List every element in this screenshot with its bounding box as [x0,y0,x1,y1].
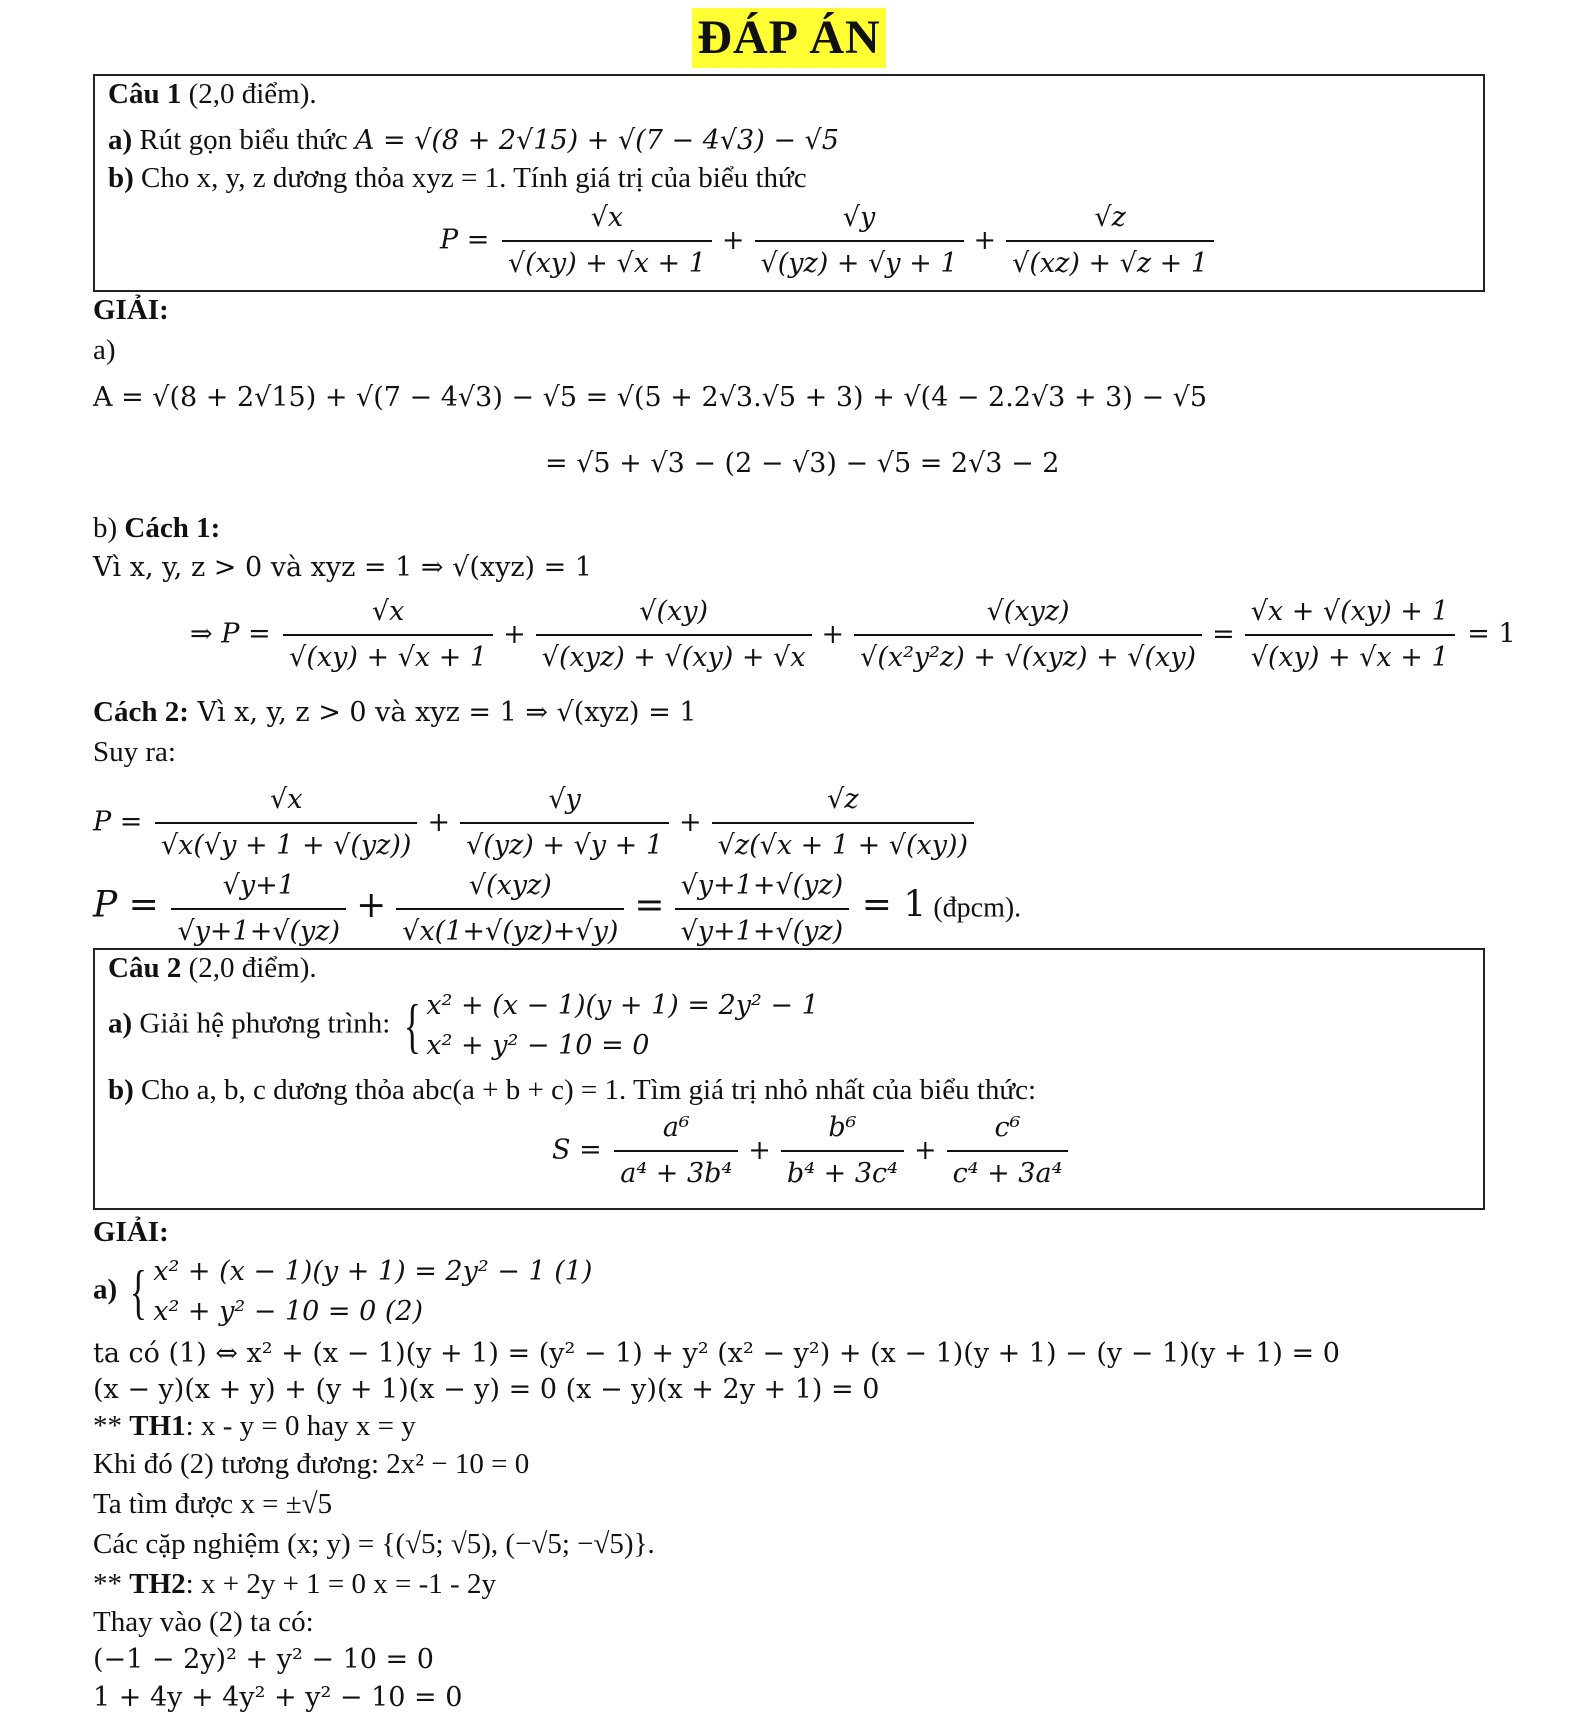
q1-b-text: Cho x, y, z dương thỏa xyz = 1. Tính giá trị của biểu thức [133,162,807,194]
sol1-p3-term: $\frac{√y+1+√(yz)}{√y+1+√(yz)}$ [675,864,850,954]
q1-b-label: b) [108,162,134,194]
sol2-th2-label: TH2 [129,1568,186,1600]
sol1-b-header [93,510,220,546]
sol1-p1-term: $\frac{√x}{√(xy) + √x + 1}$ [283,590,493,680]
sol1-b-label: b) [93,512,125,544]
q2-header [108,950,317,986]
sol1-p2-formula: P = $\frac{√x}{√x(√y + 1 + √(yz))}$ + $\frac{√y}{√(yz) + √y + 1}$ + $\frac{√z}{√z(√x + 1 + √(xy))}$ [93,778,978,868]
page-title: ĐÁP ÁN [692,8,886,68]
q1-p-term: $\frac{√y}{√(yz) + √y + 1}$ [755,196,964,286]
sol1-heading: GIẢI: [93,294,169,326]
sol1-way2-text: Vì x, y, z > 0 và xyz = 1 ⇒ √(xyz) = 1 [188,697,697,728]
q2-s-term: $\frac{\text{c⁶}}{\text{c⁴ + 3a⁴}}$ [947,1106,1069,1196]
sol2-line8: 1 + 4y + 4y² + y² − 10 = 0 [93,1682,463,1713]
sol2-a-label: a) [93,1273,118,1306]
sol2-th1-label: TH1 [129,1410,186,1442]
sol1-p2-lhs: P = [93,806,143,838]
q2-b-text: Cho a, b, c dương thỏa abc(a + b + c) = 1. Tìm giá trị nhỏ nhất của biểu thức: [133,1074,1037,1106]
q2-system: x² + (x − 1)(y + 1) = 2y² − 1 x² + y² − 10 = 0 [426,990,819,1061]
sol1-p1-formula: ⇒ P = $\frac{√x}{√(xy) + √x + 1}$ + $\frac{√(xy)}{\text{√(xyz) + √(xy) + √x}}$ + $\frac{\text{√(xyz)}}{\text{√(x²y²z) + √(xyz) + √(xy)}}$ = $\frac{√x + √(xy) + 1}{√(xy) + √x + 1}$ = 1 [190,590,1516,680]
sol1-p2-term: $\frac{√z}{√z(√x + 1 + √(xy))}$ [712,778,974,868]
sol1-p1-term: $\frac{\text{√(xyz)}}{\text{√(x²y²z) + √(xyz) + √(xy)}}$ [854,590,1202,680]
q1-p-formula: P = $\frac{√x}{√(xy) + √x + 1}$ + $\frac{√y}{√(yz) + √y + 1}$ + $\frac{√z}{√(xz) + √z + 1}$ [440,196,1218,286]
q1-part-a [108,122,839,159]
sol1-p1-term: $\frac{√(xy)}{\text{√(xyz) + √(xy) + √x}}$ [536,590,812,680]
sol2-line5: Các cặp nghiệm (x; y) = {(√5; √5), (−√5; −√5)}. [93,1528,655,1560]
sol1-suy-ra: Suy ra: [93,736,176,768]
sol1-p2-term: $\frac{√x}{√x(√y + 1 + √(yz))}$ [155,778,417,868]
sol1-a-label: a) [93,334,116,366]
sol1-way2-label: Cách 2: [93,696,189,728]
q2-s-lhs: S = [552,1134,602,1166]
sol1-p3-term: $\frac{√y+1}{√y+1+√(yz)}$ [171,864,346,954]
sol1-way1: Cách 1: [124,512,221,544]
sol2-line3: Khi đó (2) tương đương: 2x² − 10 = 0 [93,1448,530,1480]
sol2-th1: ** TH1: x - y = 0 hay x = y [93,1410,416,1442]
sol1-p3-formula: P = $\frac{√y+1}{√y+1+√(yz)}$ + $\frac{\text{√(xyz)}}{√x(1+√(yz)+√y)}$ = $\frac{√y+1+√(yz)}{√y+1+√(yz)}$ = 1 (đpcm). [93,864,1021,954]
sol1-p2-term: $\frac{√y}{√(yz) + √y + 1}$ [460,778,669,868]
q1-header [108,76,317,112]
q1-p-term: $\frac{√x}{√(xy) + √x + 1}$ [502,196,712,286]
q2-header-bold: Câu 2 [108,952,182,984]
sol1-p3-lhs: P = [93,884,159,926]
q2-s-formula: S = $\frac{\text{a⁶}}{\text{a⁴ + 3b⁴}}$ + $\frac{\text{b⁶}}{\text{b⁴ + 3c⁴}}$ + $\frac{\text{c⁶}}{\text{c⁴ + 3a⁴}}$ [552,1106,1072,1196]
q1-part-b [108,160,807,196]
sol2-heading: GIẢI: [93,1216,169,1248]
sol2-th2: ** TH2: x + 2y + 1 = 0 x = -1 - 2y [93,1568,496,1600]
q2-part-b [108,1072,1036,1108]
sol2-a: a) { x² + (x − 1)(y + 1) = 2y² − 1 (1) x² + y² − 10 = 0 (2) [93,1252,592,1332]
q2-header-rest: (2,0 điểm). [181,952,317,984]
sol1-a-line1: A = √(8 + 2√15) + √(7 − 4√3) − √5 = √(5 + 2√3.√5 + 3) + √(4 − 2.2√3 + 3) − √5 [93,382,1208,413]
sol1-p1-lhs: ⇒ P = [190,618,271,650]
sol1-p1-result: = 1 [1467,618,1516,650]
sol1-p3-term: $\frac{\text{√(xyz)}}{√x(1+√(yz)+√y)}$ [396,864,624,954]
sol1-p1-term: $\frac{√x + √(xy) + 1}{√(xy) + √x + 1}$ [1245,590,1455,680]
sol1-since: Vì x, y, z > 0 và xyz = 1 ⇒ √(xyz) = 1 [93,552,593,583]
sol2-line1: ta có (1) ⇔ x² + (x − 1)(y + 1) = (y² − 1) + y² (x² − y²) + (x − 1)(y + 1) − (y − 1)(y + 1) = 0 [93,1338,1340,1369]
sol2-system: x² + (x − 1)(y + 1) = 2y² − 1 (1) x² + y² − 10 = 0 (2) [153,1256,593,1327]
sol2-line6: Thay vào (2) ta có: [93,1606,314,1638]
q2-b-label: b) [108,1074,134,1106]
q1-a-expr: A = √(8 + 2√15) + √(7 − 4√3) − √5 [354,125,839,156]
q1-p-term: $\frac{√z}{√(xz) + √z + 1}$ [1006,196,1214,286]
q1-p-lhs: P = [440,224,490,256]
q1-a-text: Rút gọn biểu thức [132,124,355,156]
q2-s-term: $\frac{\text{b⁶}}{\text{b⁴ + 3c⁴}}$ [781,1106,904,1196]
q2-a-text: Giải hệ phương trình: [132,1007,398,1040]
sol1-a-line2: = √5 + √3 − (2 − √3) − √5 = 2√3 − 2 [545,448,1060,479]
sol2-line2: (x − y)(x + y) + (y + 1)(x − y) = 0 (x − y)(x + 2y + 1) = 0 [93,1374,880,1405]
q2-s-term: $\frac{\text{a⁶}}{\text{a⁴ + 3b⁴}}$ [614,1106,738,1196]
q2-part-a: a) Giải hệ phương trình: { x² + (x − 1)(y + 1) = 2y² − 1 x² + y² − 10 = 0 [108,986,819,1066]
q1-header-bold: Câu 1 [108,78,182,110]
q1-a-label: a) [108,124,133,156]
sol1-way2 [93,694,697,731]
sol1-p3-tail: (đpcm). [926,892,1022,924]
sol2-line7: (−1 − 2y)² + y² − 10 = 0 [93,1644,434,1675]
sol1-p3-result: = 1 [861,884,927,926]
q1-header-rest: (2,0 điểm). [181,78,317,110]
q2-a-label: a) [108,1007,133,1040]
sol2-line4: Ta tìm được x = ±√5 [93,1488,333,1520]
